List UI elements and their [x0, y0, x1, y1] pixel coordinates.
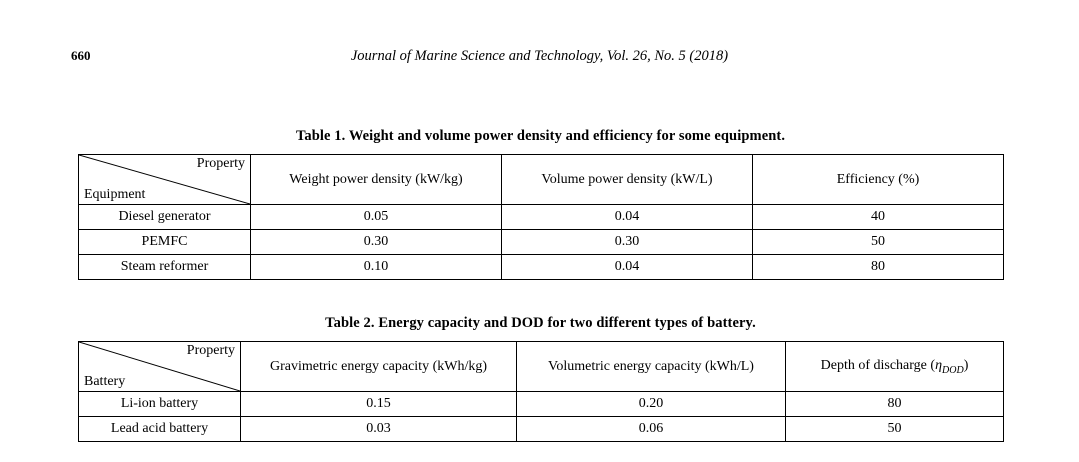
table-2-caption: Table 2. Energy capacity and DOD for two different types of battery. [325, 315, 756, 331]
table-1-cell: 80 [753, 255, 1004, 280]
table-row [79, 392, 1004, 417]
table-1-cell: 0.04 [502, 205, 753, 230]
table-2-column-header [786, 342, 1004, 392]
table-2-column-header: Gravimetric energy capacity (kWh/kg) [241, 342, 517, 392]
table-1-column-header: Weight power density (kW/kg) [251, 155, 502, 205]
table-header-row [79, 155, 1004, 205]
table-1-row-label: Steam reformer [79, 255, 251, 280]
table-1-corner-top-label: Property [196, 156, 245, 171]
table-2-corner-top-label: Property [186, 343, 235, 358]
page-number: 660 [71, 48, 91, 63]
table-1-corner-cell [79, 155, 251, 205]
table-1-row-label: PEMFC [79, 230, 251, 255]
table-1-corner-bottom-label: Equipment [84, 187, 146, 202]
table-2-cell: 0.06 [517, 417, 786, 442]
table-row [79, 417, 1004, 442]
table-1-caption: Table 1. Weight and volume power density and efficiency for some equipment. [295, 128, 786, 144]
table-2-row-label: Li-ion battery [79, 392, 241, 417]
table-1 [78, 154, 1004, 280]
table-1-cell: 0.10 [251, 255, 502, 280]
table-2-cell: 0.15 [241, 392, 517, 417]
table-1-cell: 0.30 [502, 230, 753, 255]
table-2-column-header-text: Depth of discharge [820, 357, 927, 373]
table-2-cell: 0.03 [241, 417, 517, 442]
table-2-cell: 50 [786, 417, 1004, 442]
table-2-cell: 0.20 [517, 392, 786, 417]
table-1-row-label: Diesel generator [79, 205, 251, 230]
table-2-corner-bottom-label: Battery [84, 374, 126, 389]
journal-citation-line: Journal of Marine Science and Technology, Vol. 26, No. 5 (2018) [350, 48, 729, 64]
table-1-cell: 0.05 [251, 205, 502, 230]
table-block-1 [78, 128, 1003, 280]
table-1-column-header: Efficiency (%) [753, 155, 1004, 205]
table-1-cell: 50 [753, 230, 1004, 255]
running-head [0, 48, 1079, 68]
table-block-2 [78, 315, 1003, 442]
table-1-cell: 0.04 [502, 255, 753, 280]
table-2-corner-cell [79, 342, 241, 392]
table-row [79, 230, 1004, 255]
eta-dod-symbol: $(\eta_{DOD})$ [926, 357, 969, 376]
table-row [79, 205, 1004, 230]
table-1-column-header: Volume power density (kW/L) [502, 155, 753, 205]
table-2 [78, 341, 1004, 442]
table-2-cell: 80 [786, 392, 1004, 417]
table-1-cell: 40 [753, 205, 1004, 230]
table-header-row [79, 342, 1004, 392]
table-2-column-header: Volumetric energy capacity (kWh/L) [517, 342, 786, 392]
table-2-row-label: Lead acid battery [79, 417, 241, 442]
table-row [79, 255, 1004, 280]
table-1-cell: 0.30 [251, 230, 502, 255]
